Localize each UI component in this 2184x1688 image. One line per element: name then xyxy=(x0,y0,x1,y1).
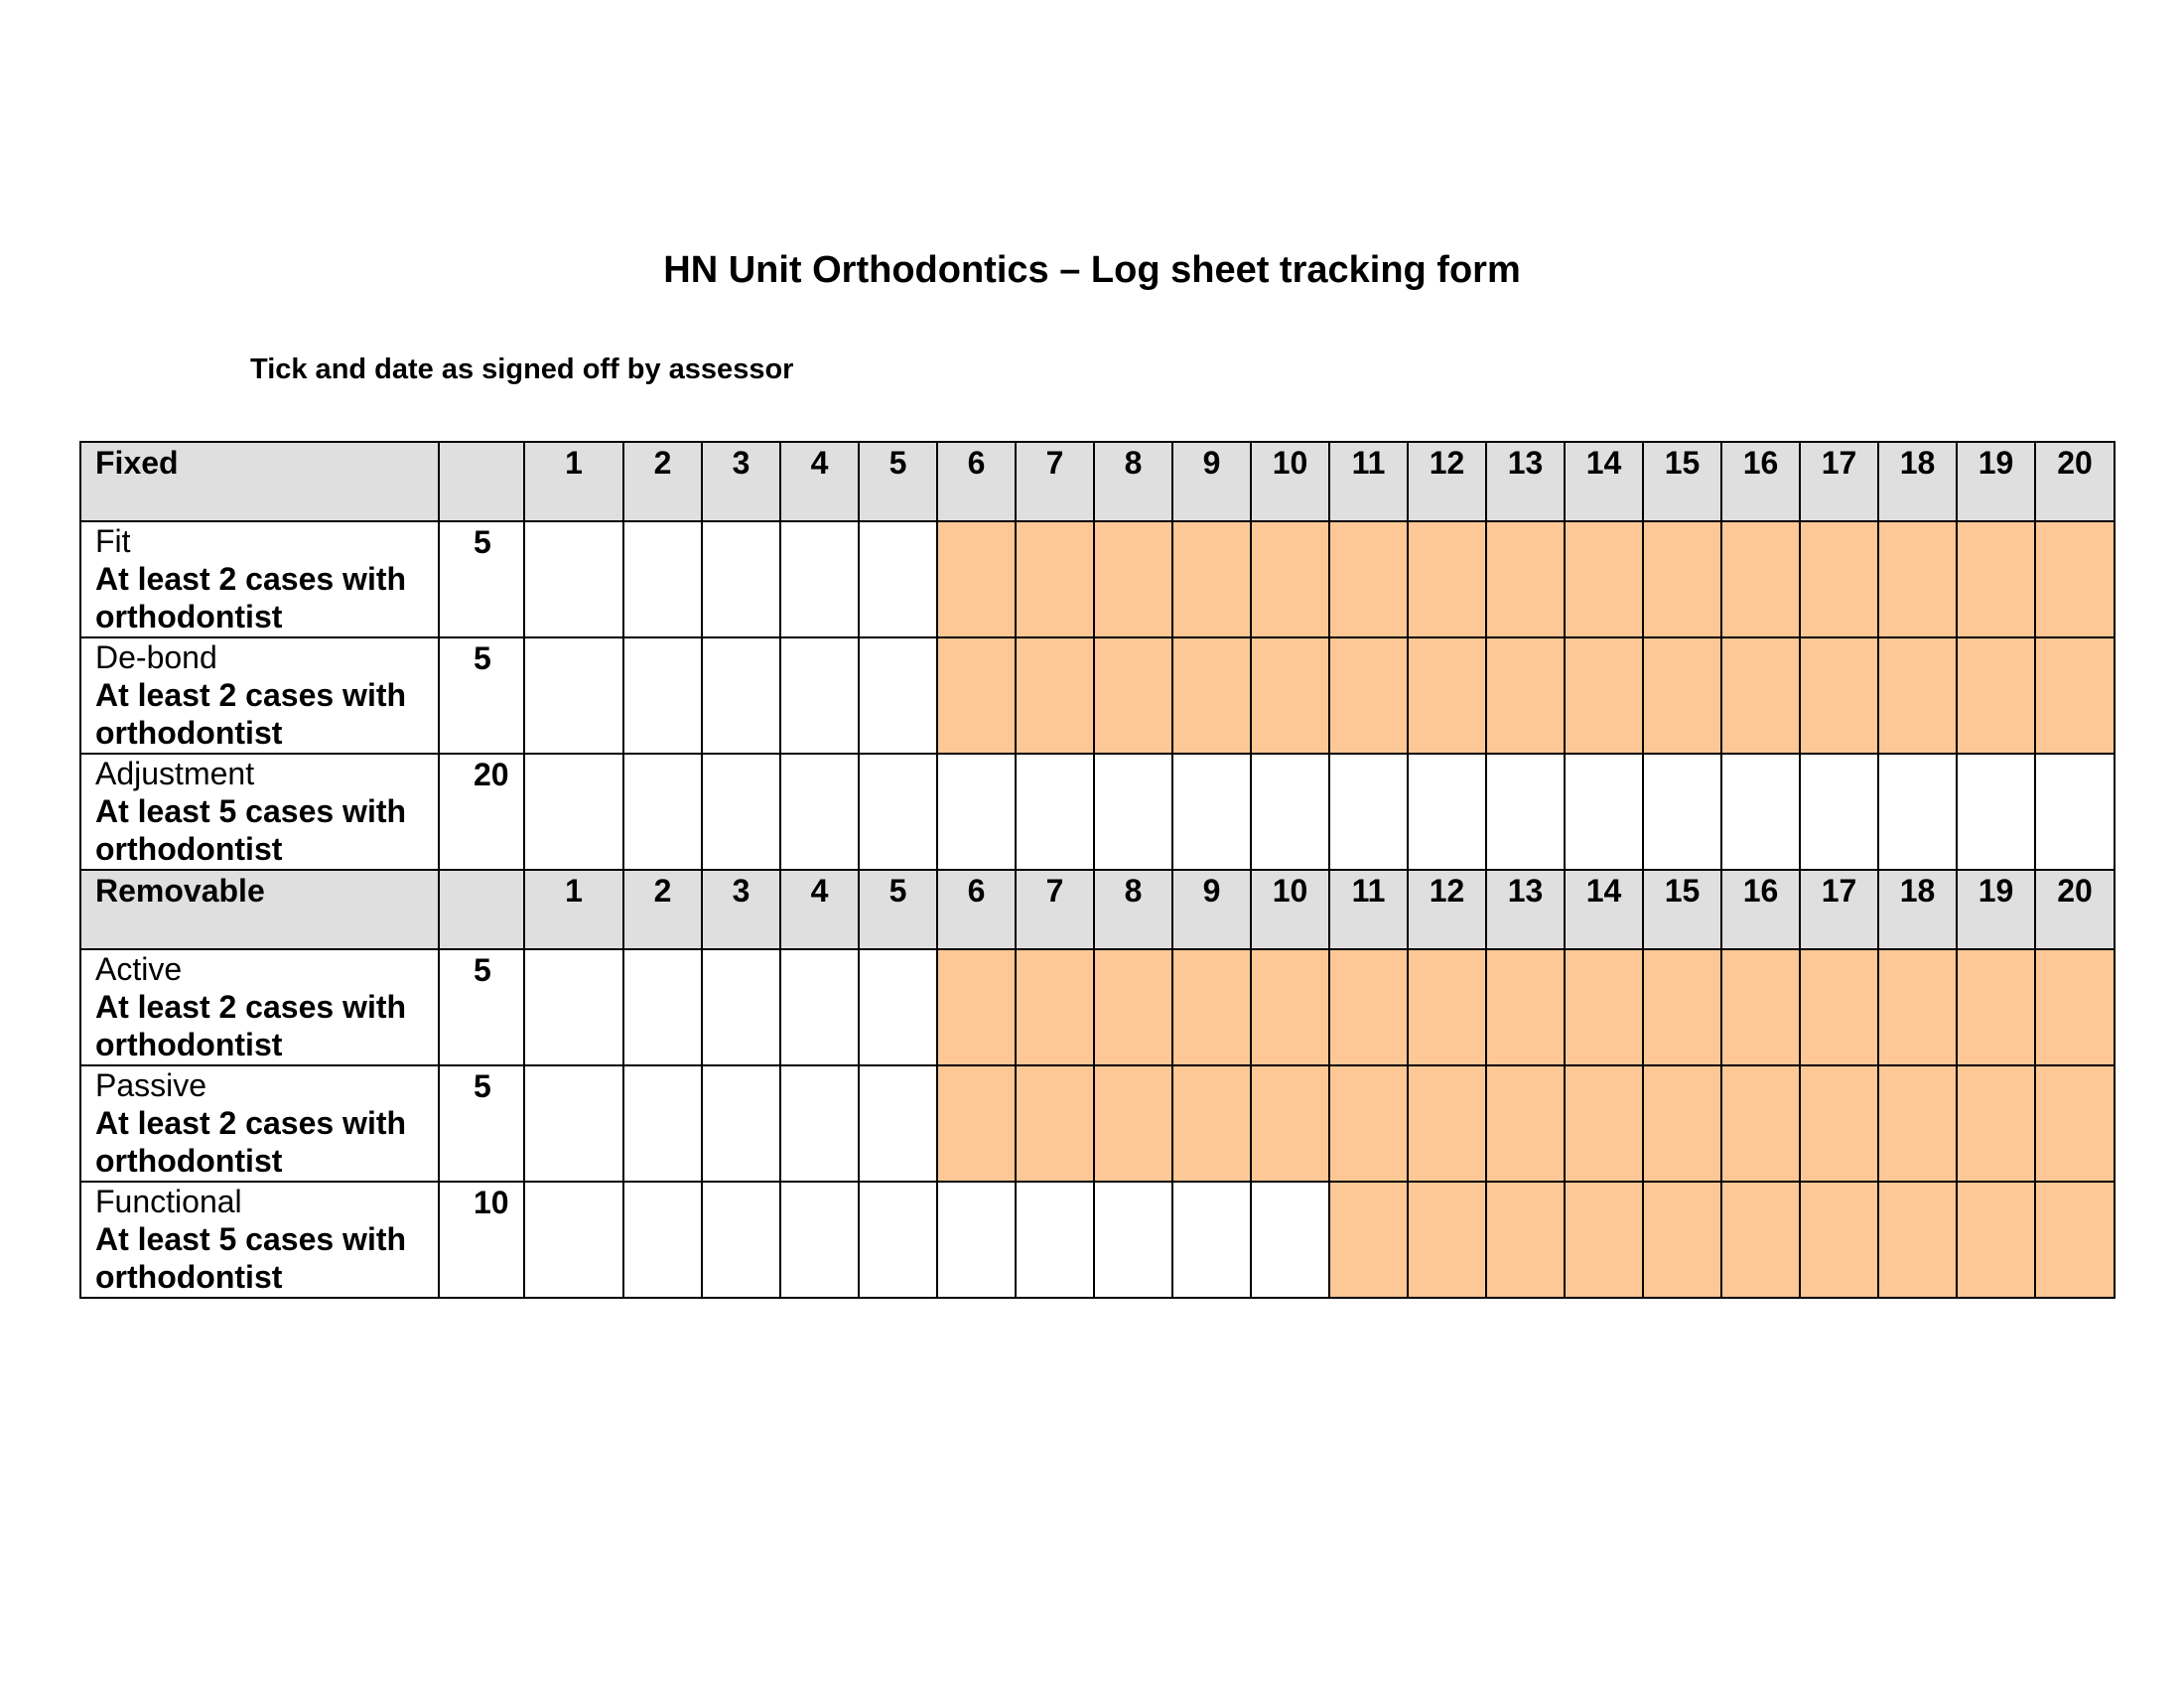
column-number-header: 10 xyxy=(1251,442,1329,521)
column-number-header: 10 xyxy=(1251,870,1329,949)
item-requirement-note: At least 2 cases with orthodontist xyxy=(95,989,407,1062)
sign-off-cell-not-required xyxy=(2035,1065,2115,1182)
column-number-header: 8 xyxy=(1094,870,1172,949)
column-number-header: 6 xyxy=(937,442,1016,521)
sign-off-cell-not-required xyxy=(1486,637,1565,754)
sign-off-cell-not-required xyxy=(1565,637,1643,754)
sign-off-cell-not-required xyxy=(1251,1065,1329,1182)
column-number-header: 5 xyxy=(859,442,937,521)
log-item-row xyxy=(80,637,2115,754)
item-target-count: 20 xyxy=(439,754,524,870)
log-item-row xyxy=(80,1182,2115,1298)
sign-off-cell[interactable] xyxy=(524,1065,623,1182)
item-target-count: 10 xyxy=(439,1182,524,1298)
sign-off-cell-not-required xyxy=(1408,637,1486,754)
sign-off-cell-not-required xyxy=(1408,1182,1486,1298)
sign-off-cell-not-required xyxy=(1957,637,2035,754)
log-item-row xyxy=(80,521,2115,637)
column-number-header: 12 xyxy=(1408,442,1486,521)
sign-off-cell-not-required xyxy=(1643,637,1721,754)
column-number-header: 13 xyxy=(1486,870,1565,949)
sign-off-cell-not-required xyxy=(1721,1065,1800,1182)
sign-off-cell[interactable] xyxy=(780,521,859,637)
sign-off-cell-not-required xyxy=(1721,1182,1800,1298)
item-name: Adjustment xyxy=(95,756,255,791)
sign-off-cell-not-required xyxy=(2035,1182,2115,1298)
sign-off-cell-not-required xyxy=(1408,521,1486,637)
section-header-row xyxy=(80,442,2115,521)
sign-off-cell[interactable] xyxy=(1016,1182,1094,1298)
column-number-header: 2 xyxy=(623,870,702,949)
sign-off-cell-not-required xyxy=(1408,1065,1486,1182)
column-number-header: 19 xyxy=(1957,870,2035,949)
item-requirement-note: At least 2 cases with orthodontist xyxy=(95,1105,407,1179)
sign-off-cell-not-required xyxy=(2035,637,2115,754)
column-number-header: 3 xyxy=(702,442,780,521)
sign-off-cell[interactable] xyxy=(1251,1182,1329,1298)
sign-off-cell[interactable] xyxy=(937,754,1016,870)
sign-off-cell-not-required xyxy=(1251,637,1329,754)
sign-off-cell-not-required xyxy=(1329,949,1408,1065)
sign-off-cell[interactable] xyxy=(524,754,623,870)
sign-off-cell[interactable] xyxy=(780,1182,859,1298)
sign-off-cell[interactable] xyxy=(1172,754,1251,870)
sign-off-cell[interactable] xyxy=(780,949,859,1065)
sign-off-cell[interactable] xyxy=(702,949,780,1065)
sign-off-cell-not-required xyxy=(1800,949,1878,1065)
sign-off-cell[interactable] xyxy=(1565,754,1643,870)
column-number-header: 2 xyxy=(623,442,702,521)
sign-off-cell-not-required xyxy=(1565,1182,1643,1298)
item-requirement-note: At least 5 cases with orthodontist xyxy=(95,793,407,867)
item-name: Passive xyxy=(95,1067,207,1103)
sign-off-cell-not-required xyxy=(1957,521,2035,637)
column-number-header: 4 xyxy=(780,870,859,949)
sign-off-cell-not-required xyxy=(1486,1182,1565,1298)
sign-off-cell-not-required xyxy=(1800,637,1878,754)
sign-off-cell-not-required xyxy=(1016,1065,1094,1182)
sign-off-cell[interactable] xyxy=(859,1065,937,1182)
sign-off-cell[interactable] xyxy=(859,949,937,1065)
sign-off-cell[interactable] xyxy=(1643,754,1721,870)
section-header-row xyxy=(80,870,2115,949)
target-header-blank xyxy=(439,442,524,521)
column-number-header: 17 xyxy=(1800,442,1878,521)
column-number-header: 6 xyxy=(937,870,1016,949)
sign-off-cell[interactable] xyxy=(623,521,702,637)
sign-off-cell-not-required xyxy=(1878,637,1957,754)
column-number-header: 18 xyxy=(1878,442,1957,521)
sign-off-cell[interactable] xyxy=(1957,754,2035,870)
sign-off-cell[interactable] xyxy=(1016,754,1094,870)
sign-off-cell-not-required xyxy=(1878,949,1957,1065)
sign-off-cell[interactable] xyxy=(524,949,623,1065)
column-number-header: 18 xyxy=(1878,870,1957,949)
column-number-header: 11 xyxy=(1329,442,1408,521)
sign-off-cell-not-required xyxy=(1957,1065,2035,1182)
sign-off-cell[interactable] xyxy=(780,637,859,754)
sign-off-cell-not-required xyxy=(937,637,1016,754)
item-label-cell xyxy=(80,521,439,637)
sign-off-cell-not-required xyxy=(1172,949,1251,1065)
sign-off-cell-not-required xyxy=(1016,521,1094,637)
page-subtitle: Tick and date as signed off by assessor xyxy=(250,353,794,385)
column-number-header: 12 xyxy=(1408,870,1486,949)
sign-off-cell-not-required xyxy=(1486,949,1565,1065)
column-number-header: 7 xyxy=(1016,442,1094,521)
item-target-count: 5 xyxy=(439,521,524,637)
sign-off-cell-not-required xyxy=(1878,521,1957,637)
sign-off-cell-not-required xyxy=(1721,521,1800,637)
log-item-row xyxy=(80,754,2115,870)
item-requirement-note: At least 2 cases with orthodontist xyxy=(95,677,407,751)
sign-off-cell[interactable] xyxy=(780,1065,859,1182)
sign-off-cell-not-required xyxy=(1172,637,1251,754)
sign-off-cell-not-required xyxy=(1486,521,1565,637)
column-number-header: 1 xyxy=(524,442,623,521)
target-header-blank xyxy=(439,870,524,949)
column-number-header: 20 xyxy=(2035,870,2115,949)
sign-off-cell-not-required xyxy=(1094,637,1172,754)
sign-off-cell[interactable] xyxy=(623,949,702,1065)
sign-off-cell[interactable] xyxy=(1172,1182,1251,1298)
sign-off-cell-not-required xyxy=(1408,949,1486,1065)
column-number-header: 9 xyxy=(1172,442,1251,521)
column-number-header: 15 xyxy=(1643,442,1721,521)
sign-off-cell[interactable] xyxy=(702,521,780,637)
section-title: Fixed xyxy=(80,442,439,521)
column-number-header: 11 xyxy=(1329,870,1408,949)
sign-off-cell-not-required xyxy=(1957,949,2035,1065)
sign-off-cell-not-required xyxy=(1721,949,1800,1065)
sign-off-cell[interactable] xyxy=(623,1065,702,1182)
sign-off-cell[interactable] xyxy=(1408,754,1486,870)
sign-off-cell[interactable] xyxy=(524,1182,623,1298)
sign-off-cell-not-required xyxy=(1329,1065,1408,1182)
sign-off-cell-not-required xyxy=(2035,521,2115,637)
sign-off-cell-not-required xyxy=(1329,521,1408,637)
sign-off-cell[interactable] xyxy=(702,1182,780,1298)
sign-off-cell[interactable] xyxy=(702,1065,780,1182)
item-label-cell xyxy=(80,637,439,754)
item-name: Active xyxy=(95,951,183,987)
sign-off-cell[interactable] xyxy=(859,521,937,637)
sign-off-cell-not-required xyxy=(937,949,1016,1065)
sign-off-cell[interactable] xyxy=(623,754,702,870)
column-number-header: 17 xyxy=(1800,870,1878,949)
column-number-header: 14 xyxy=(1565,870,1643,949)
sign-off-cell-not-required xyxy=(1565,949,1643,1065)
column-number-header: 13 xyxy=(1486,442,1565,521)
sign-off-cell[interactable] xyxy=(780,754,859,870)
sign-off-cell[interactable] xyxy=(1094,1182,1172,1298)
column-number-header: 1 xyxy=(524,870,623,949)
sign-off-cell-not-required xyxy=(1643,1065,1721,1182)
sign-off-cell-not-required xyxy=(1094,521,1172,637)
sign-off-cell-not-required xyxy=(1565,521,1643,637)
column-number-header: 5 xyxy=(859,870,937,949)
sign-off-cell-not-required xyxy=(1643,949,1721,1065)
sign-off-cell[interactable] xyxy=(859,637,937,754)
sign-off-cell[interactable] xyxy=(1800,754,1878,870)
sign-off-cell-not-required xyxy=(1643,521,1721,637)
sign-off-cell[interactable] xyxy=(1251,754,1329,870)
column-number-header: 9 xyxy=(1172,870,1251,949)
item-name: Fit xyxy=(95,523,131,559)
item-requirement-note: At least 2 cases with orthodontist xyxy=(95,561,407,634)
sign-off-cell[interactable] xyxy=(2035,754,2115,870)
column-number-header: 16 xyxy=(1721,442,1800,521)
sign-off-cell-not-required xyxy=(1878,1182,1957,1298)
column-number-header: 4 xyxy=(780,442,859,521)
column-number-header: 3 xyxy=(702,870,780,949)
sign-off-cell[interactable] xyxy=(859,1182,937,1298)
sign-off-cell-not-required xyxy=(937,1065,1016,1182)
sign-off-cell-not-required xyxy=(1094,949,1172,1065)
sign-off-cell-not-required xyxy=(1172,521,1251,637)
sign-off-cell[interactable] xyxy=(524,637,623,754)
column-number-header: 8 xyxy=(1094,442,1172,521)
sign-off-cell-not-required xyxy=(1172,1065,1251,1182)
column-number-header: 7 xyxy=(1016,870,1094,949)
sign-off-cell-not-required xyxy=(1251,949,1329,1065)
item-label-cell xyxy=(80,1065,439,1182)
sign-off-cell-not-required xyxy=(1329,637,1408,754)
sign-off-cell[interactable] xyxy=(859,754,937,870)
sign-off-cell-not-required xyxy=(2035,949,2115,1065)
sign-off-cell[interactable] xyxy=(1094,754,1172,870)
log-sheet-table xyxy=(79,441,2116,1299)
sign-off-cell-not-required xyxy=(1016,637,1094,754)
log-item-row xyxy=(80,949,2115,1065)
sign-off-cell-not-required xyxy=(1800,521,1878,637)
sign-off-cell-not-required xyxy=(1800,1065,1878,1182)
sign-off-cell-not-required xyxy=(1643,1182,1721,1298)
sign-off-cell[interactable] xyxy=(702,637,780,754)
sign-off-cell-not-required xyxy=(1878,1065,1957,1182)
item-name: Functional xyxy=(95,1184,242,1219)
item-label-cell xyxy=(80,1182,439,1298)
sign-off-cell-not-required xyxy=(1251,521,1329,637)
column-number-header: 14 xyxy=(1565,442,1643,521)
item-name: De-bond xyxy=(95,639,217,675)
sign-off-cell-not-required xyxy=(1957,1182,2035,1298)
sign-off-cell[interactable] xyxy=(937,1182,1016,1298)
sign-off-cell-not-required xyxy=(1721,637,1800,754)
sign-off-cell-not-required xyxy=(1565,1065,1643,1182)
column-number-header: 19 xyxy=(1957,442,2035,521)
item-label-cell xyxy=(80,949,439,1065)
sign-off-cell-not-required xyxy=(1094,1065,1172,1182)
sign-off-cell[interactable] xyxy=(702,754,780,870)
sign-off-cell-not-required xyxy=(1800,1182,1878,1298)
log-item-row xyxy=(80,1065,2115,1182)
item-target-count: 5 xyxy=(439,949,524,1065)
sign-off-cell-not-required xyxy=(1016,949,1094,1065)
column-number-header: 16 xyxy=(1721,870,1800,949)
page-title: HN Unit Orthodontics – Log sheet tracking form xyxy=(663,249,1521,291)
section-title: Removable xyxy=(80,870,439,949)
sign-off-cell[interactable] xyxy=(623,637,702,754)
column-number-header: 20 xyxy=(2035,442,2115,521)
sign-off-cell[interactable] xyxy=(623,1182,702,1298)
sign-off-cell[interactable] xyxy=(524,521,623,637)
sign-off-cell[interactable] xyxy=(1878,754,1957,870)
item-label-cell xyxy=(80,754,439,870)
sign-off-cell-not-required xyxy=(1329,1182,1408,1298)
sign-off-cell-not-required xyxy=(937,521,1016,637)
sign-off-cell[interactable] xyxy=(1329,754,1408,870)
sign-off-cell-not-required xyxy=(1486,1065,1565,1182)
item-target-count: 5 xyxy=(439,1065,524,1182)
sign-off-cell[interactable] xyxy=(1721,754,1800,870)
sign-off-cell[interactable] xyxy=(1486,754,1565,870)
item-requirement-note: At least 5 cases with orthodontist xyxy=(95,1221,407,1295)
column-number-header: 15 xyxy=(1643,870,1721,949)
item-target-count: 5 xyxy=(439,637,524,754)
